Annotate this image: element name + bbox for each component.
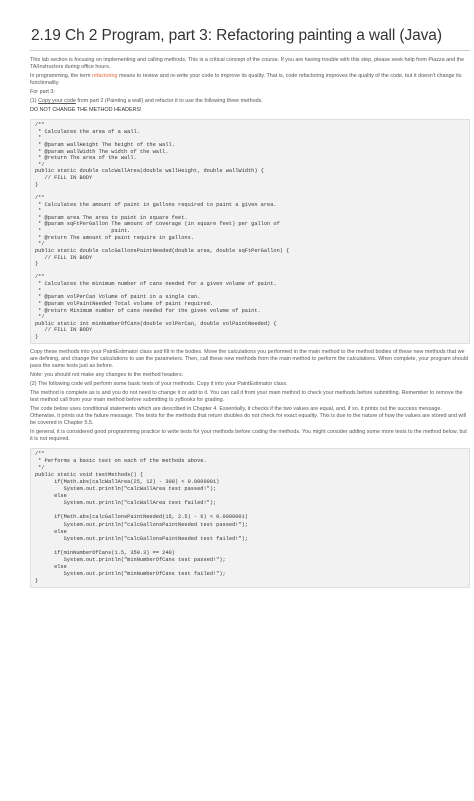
general-text: In general, it is considered good programming practice to write tests for your methods before coding the methods. You might consider adding some more tests to the method below, but it is not required.: [30, 428, 467, 442]
conditional-text: The code below uses conditional statements which are described in Chapter 4. Essentially, it checks if the two values are equal, and, if so, it prints out the success message. Otherwise, it prints out the failure message. The tests for the methods that return doubles do not check for exact equality. This is due to the nature of how the values are stored and will be covered in Chapter 5.5.: [30, 405, 466, 426]
lab-page: [26, 0, 470, 592]
complete-text: The method is complete as is and you do not need to change it or add to it. You can call it from your main method to check your methods before submitting. Remember to remove the test method call from your main method before submitting to zyBooks for grading.: [30, 389, 463, 403]
test-methods-code-block: /** * Performs a basic test on each of the methods above. */ public static void testMethods() { if(Math.abs(calcWallArea(25, 12) - 300) < 0.0000001) System.out.println("calcWallArea test passed!"); else System.out.println("calcWallArea test failed!"); if(Math.abs(calcGallonsPaintNeeded(15, 2.5) - 6) < 0.0000001) System.out.println("calcGallonsPaintNeeded test passed!"); else System.out.println("calcGallonsPaintNeeded test failed!"); if(minNumberOfCans(1.5, 359.3) == 240) System.out.println("minNumberOfCans test passed!"); else System.out.println("minNumberOfCans test failed!"); }: [30, 448, 470, 589]
refactoring-term-link[interactable]: refactoring: [92, 73, 118, 79]
note-text: Note: you should not make any changes to the method headers.: [30, 371, 184, 378]
method-headers-code-block: /** * Calculates the area of a wall. * * @param wallHeight The height of the wall. * @param wallWidth The width of the wall. * @return The area of the wall. */ public static double calcWallArea(double wallHeight, double wallWidth) { // FILL IN BODY } /** * Calculates the amount of paint in gallons required to paint a given area. * * @param area The area to paint in square feet. * @param sqFtPerGallon The amount of coverage (in square feet) per gallon of * paint. * @return The amount of paint require in gallons. */ public static double calcGallonsPaintNeeded(double area, double sqFtPerGallon) { // FILL IN BODY } /** * Calculates the minimum number of cans needed for a given volume of paint. * * @param volPerCan Volume of paint in a single can. * @param volPaintNeeded Total volume of paint required. * @return Minimum number of cans needed for the given volume of paint. */ public static int minNumberOfCans(double volPerCan, double volPaintNeeded) { // FILL IN BODY }: [30, 119, 470, 344]
refactor-paragraph: [30, 73, 468, 87]
refactor-pre: In programming, the term: [30, 73, 93, 79]
copy-code-link[interactable]: Copy your code: [38, 98, 76, 104]
page-title: 2.19 Ch 2 Program, part 3: Refactoring painting a wall (Java): [31, 27, 442, 44]
step1-pre: (1): [30, 98, 39, 104]
title-divider: [30, 50, 470, 51]
refactor-post: means to review and re-write your code to improve its quality. That is, code refactoring improves the quality of the code, but it doesn't change its functionality.: [30, 73, 462, 86]
step2-text: (2) The following code will perform some basic tests of your methods. Copy it into your PaintEstimator class.: [30, 380, 288, 387]
do-not-change-warning: DO NOT CHANGE THE METHOD HEADERS!: [30, 107, 142, 113]
step1-post: from part 2 (Painting a wall) and refactor it to use the following three methods.: [75, 98, 263, 104]
intro-text: This lab section is focusing on implementing and calling methods. This is a critical concept of the course. If you are having trouble with this step, please seek help from Piazza and the TA/Instructors during office hours.: [30, 57, 465, 70]
part3-heading: For part 3:: [30, 89, 55, 95]
step1-paragraph: [30, 98, 468, 105]
copy-methods-text: Copy these methods into your PaintEstimator class and fill in the bodies. Move the calculations you performed in the main method to the method bodies of these new methods that we are defining, and change the calculations to use the parameters. Then, call these new methods from the main method to perform the calculations. When complete, your program should pass the same tests just as before.: [30, 348, 468, 369]
